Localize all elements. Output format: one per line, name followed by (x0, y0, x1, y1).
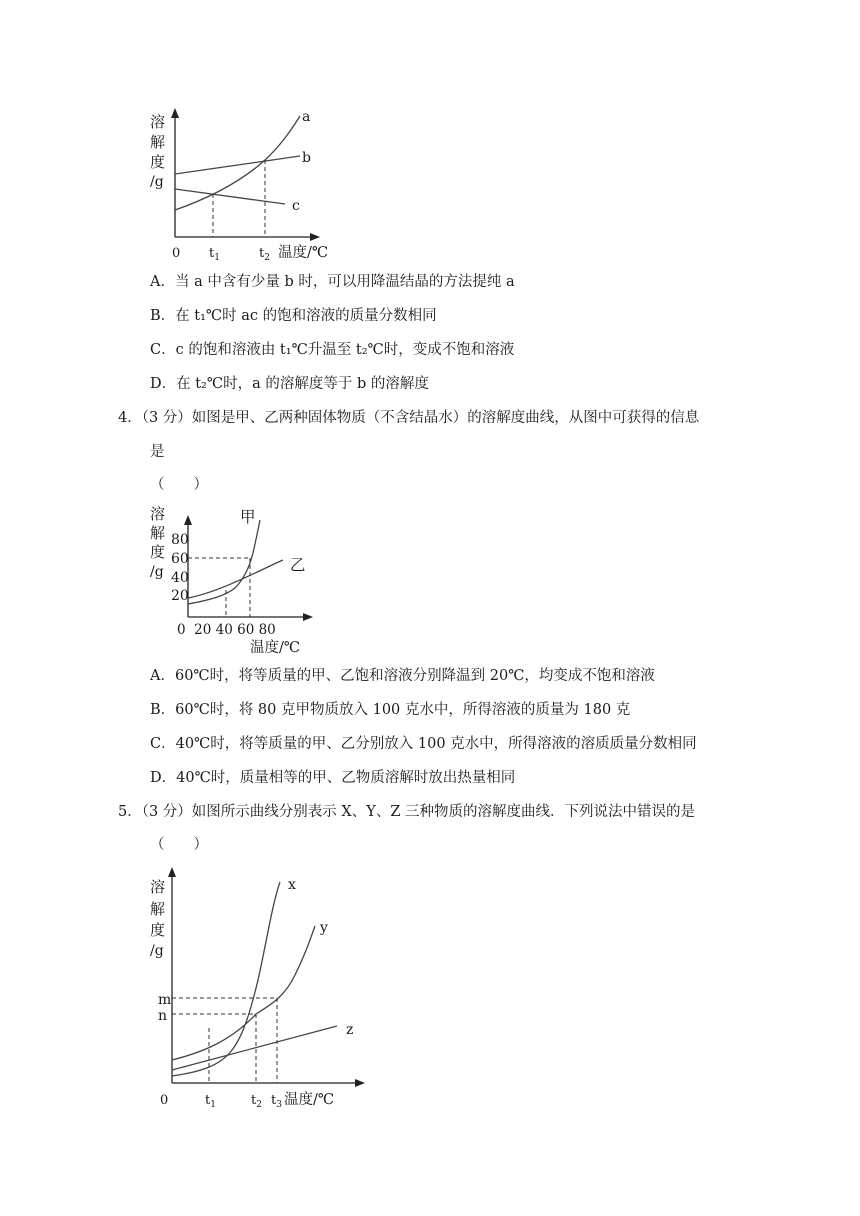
y-axis-label-3: 度 (150, 543, 166, 561)
curve-label-c: c (292, 198, 300, 214)
y-axis-label-3: 度 (150, 921, 166, 939)
y-tick-40: 40 (171, 570, 189, 586)
x-axis-label: 温度/℃ (278, 245, 329, 261)
x-tick-t3: $t_3$ (271, 1093, 282, 1110)
x-axis-arrow (355, 1079, 365, 1087)
x-axis-label: 温度/℃ (250, 640, 301, 656)
q3-option-b: B．在 t₁℃时 ac 的饱和溶液的质量分数相同 (150, 308, 437, 324)
curve-label-y: y (320, 920, 328, 936)
q4-option-a: A．60℃时，将等质量的甲、乙饱和溶液分别降温到 20℃，均变成不饱和溶液 (150, 668, 655, 684)
q4-option-b: B．60℃时，将 80 克甲物质放入 100 克水中，所得溶液的质量为 180 克 (150, 702, 631, 718)
y-axis-label-1: 溶 (150, 113, 166, 131)
q3-option-d: D．在 t₂℃时，a 的溶解度等于 b 的溶解度 (150, 376, 429, 392)
y-axis-label-3: 度 (150, 153, 166, 171)
y-tick-80: 80 (171, 532, 189, 548)
q3-option-c: C．c 的饱和溶液由 t₁℃升温至 t₂℃时，变成不饱和溶液 (150, 342, 515, 358)
y-axis-label-4: /g (150, 564, 164, 580)
origin-label: 0 (172, 246, 181, 261)
q4-stem-line1: 4．（3 分）如图是甲、乙两种固体物质（不含结晶水）的溶解度曲线，从图中可获得的信息 (118, 410, 700, 426)
q4-option-c: C．40℃时，将等质量的甲、乙分别放入 100 克水中，所得溶液的溶质质量分数相同 (150, 736, 697, 752)
y-tick-60: 60 (171, 551, 189, 567)
curve-label-jia: 甲 (240, 508, 256, 526)
origin-label: 0 (160, 1093, 169, 1108)
curve-label-b: b (302, 150, 311, 166)
q4-bracket: （ ） (150, 477, 208, 493)
q3-option-a: A．当 a 中含有少量 b 时，可以用降温结晶的方法提纯 a (150, 274, 515, 290)
curve-label-x: x (288, 877, 296, 893)
y-axis-label-2: 解 (150, 524, 166, 542)
y-axis-label-4: /g (150, 174, 164, 190)
y-axis-arrow (168, 867, 176, 877)
curve-y (172, 926, 315, 1060)
curve-x (172, 882, 280, 1076)
curve-label-a: a (302, 109, 311, 125)
y-axis-label-1: 溶 (150, 505, 166, 523)
y-axis-label-2: 解 (150, 900, 166, 918)
y-axis-label-4: /g (150, 943, 164, 959)
q5-bracket: （ ） (150, 837, 208, 853)
y-axis-label-1: 溶 (150, 878, 166, 896)
y-tick-20: 20 (171, 588, 189, 604)
q4-option-d: D．40℃时，质量相等的甲、乙物质溶解时放出热量相同 (150, 770, 516, 786)
x-tick-t1: $t_1$ (209, 246, 220, 263)
x-axis-label: 温度/℃ (284, 1092, 335, 1108)
curve-z (172, 1026, 337, 1070)
q5-stem: 5．（3 分）如图所示曲线分别表示 X、Y、Z 三种物质的溶解度曲线．下列说法中错误的是 (118, 804, 695, 820)
y-tick-m: m (158, 992, 172, 1008)
y-tick-n: n (158, 1008, 168, 1024)
curve-label-yi: 乙 (290, 556, 306, 574)
curve-label-z: z (346, 1022, 354, 1038)
x-tick-labels: 0 20 40 60 80 (177, 622, 276, 638)
q4-stem-line2: 是 (150, 444, 165, 460)
x-tick-t2: $t_2$ (251, 1093, 262, 1110)
x-tick-t1: $t_1$ (205, 1093, 216, 1110)
x-tick-t2: $t_2$ (259, 246, 270, 263)
y-axis-label-2: 解 (150, 133, 166, 151)
